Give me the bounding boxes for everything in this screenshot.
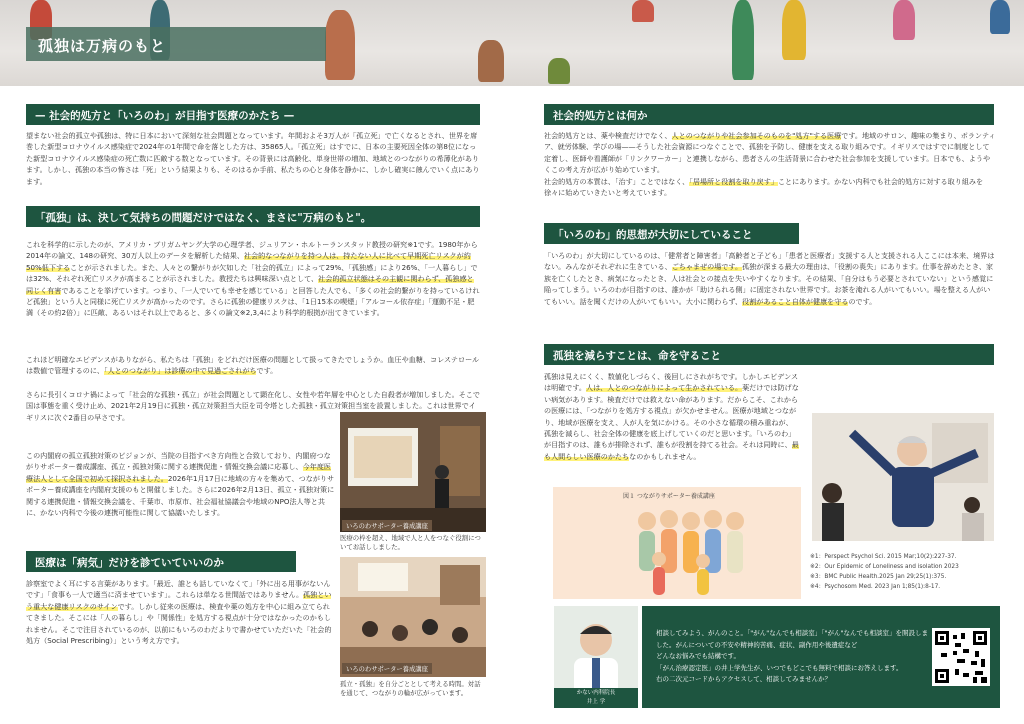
seminar-photo — [340, 412, 486, 532]
figurine — [478, 40, 504, 82]
paragraph: 「いろのわ」が大切にしているのは、「健常者と障害者」「高齢者と子ども」「患者と医療者」支援する人と支援される人ここには本来、境界はない。みんながそれぞれに生きている、ごちゃまぜの場です。孤独が深まる最大の理由は、「役割の喪失」にあります。仕事を辞めたとき、家族を亡くしたとき、病気になったとき、人は社会との接点を失いやすくなります。その結果、「自分はもう必要とされていない」という感覚に陥ってしまう。いろのわが目指すのは、誰かが「助けられる側」に固定されない世界です。お茶を淹れる人がいてもいい。場を整える人がいてもいい。話を聞くだけの人がいてもいい。大小に関わらず、役割があること自体が健康を守るのです。 — [544, 251, 995, 306]
meeting-photo-art — [340, 557, 486, 677]
meeting-photo — [340, 557, 486, 677]
highlight: 「居場所と役割を取り戻す」 — [689, 176, 778, 186]
figurine — [782, 0, 806, 60]
highlight: 孤独という重大な健康リスクのサイン — [26, 590, 332, 611]
seminar-photo-art — [340, 412, 486, 532]
consult-line: 右の二次元コードからアクセスして、相談してみませんか？ — [656, 675, 832, 683]
consult-line: 「がん治療認定医」の井上学先生が、いつでもどこでも無料で相談にお答えします。 — [656, 663, 903, 672]
figurine — [325, 10, 355, 80]
doctor-photo — [554, 606, 638, 708]
supporter-illustration — [553, 487, 801, 599]
doctor-nameplate — [554, 688, 638, 708]
doctor-name: 井上 学 — [586, 699, 606, 705]
hero-banner — [0, 0, 1024, 86]
figurine — [632, 0, 654, 22]
paragraph: さらに長引くコロナ禍によって「社会的な孤独・孤立」が社会問題として顕在化し、女性や若年層を中心とした自殺者が増加しました。そこで国は事態を重く受け止め、2021年2月19日に孤独・孤立対策担当大臣を司令塔とした孤独・孤立対策担当室を設置しました。これは世界でイギリスに次ぐ2番目の早さです。 — [26, 390, 480, 422]
photo-tag: いろのわサポーター養成講座 — [342, 520, 432, 531]
highlight: 人は、人とのつながりによって生かされている。 — [586, 383, 743, 393]
reference-item: ※3：BMC Public Health.2025 Jan 29;25(1):375. — [810, 574, 947, 580]
highlight: 「人とのつながり」は診療の中で見過ごされがち — [104, 366, 257, 376]
qr-code-art — [935, 631, 987, 683]
illustration-title: 図１ つながりサポーター養成講座 — [623, 493, 715, 500]
paragraph: この内閣府の孤立孤独対策のビジョンが、当院の目指すべき方向性と合致しており、内閣府つながりサポーター養成講座、孤立・孤独対策に関する連携促進・情報交換会議に応募し、今年度医療法人として全国で初めて採択されました。2026年1月17日に地域の方々を集めて、つながりサポーター養成講座を内閣府支援のもと開催しました。さらに2026年2月13日、孤立・孤独対策に関する連携促進・情報交換会議を、千葉市、市原市、社会福祉協議会や地域のNPO法人等と共に、かない内科で今後の連携可能性に関して協議いたします。 — [26, 451, 335, 518]
doctor-title: かない内科院長 — [576, 690, 616, 696]
figurine — [732, 0, 754, 80]
paragraph: これほど明確なエビデンスがありながら、私たちは「孤独」をどれだけ医療の問題として扱ってきたでしょうか。血圧や血糖、コレステロールは数値で管理するのに、「人とのつながり」は診療の中で見過ごされがちです。 — [26, 355, 480, 376]
elderly-photo-art — [812, 413, 994, 541]
references — [810, 552, 1000, 592]
section-heading: — 社会的処方と「いろのわ」が目指す医療のかたち — — [26, 104, 480, 125]
section-heading: 社会的処方とは何か — [544, 104, 994, 125]
figurine — [990, 0, 1010, 34]
highlight: 社会的孤立状態はその主観に関わらず、孤独感と同じく有害 — [26, 274, 474, 295]
reference-item: ※2：Our Epidemic of Loneliness and isolation 2023 — [810, 564, 959, 570]
elderly-exercise-photo — [812, 413, 994, 541]
reference-item: ※4：Psychosom Med. 2023 Jan 1;85(1):8-17. — [810, 584, 941, 590]
photo-caption: 孤立・孤独」を自分ごととして考える時間。対話を通じて、つながりの輪が広がっています。 — [340, 680, 481, 697]
consult-line: 相談してみよう、がんのこと。「"がん"なんでも相談室」「"がん"なんでも相談室」を開設しました。がんについての不安や精神的苦痛、症状、副作用や後遺症など — [656, 629, 928, 649]
people-illustration — [553, 487, 801, 599]
figurine — [893, 0, 915, 40]
section-heading: 「いろのわ」的思想が大切にしていること — [544, 223, 799, 244]
highlight: 最も人間らしい医療のかたち — [544, 440, 799, 461]
section-heading: 孤独を減らすことは、命を守ること — [544, 344, 994, 365]
paragraph: 診察室でよく耳にする言葉があります。「最近、誰とも話していなくて」「外に出る用事がないんです」「食事も一人で適当に済ませています」。これらは単なる世間話ではありません。孤独という重大な健康リスクのサインです。しかし従来の医療は、検査や薬の処方を中心に組み立てられてきました。そこには「人の暮らし」や「関係性」を処方する視点が十分ではなかったのかもしれません。そこで注目されているのが、以前にもいろのわだよりで書かせていただいた「社会的処方（Social Prescribing）」という考え方です。 — [26, 579, 332, 646]
paragraph: 社会的処方とは、薬や検査だけでなく、人とのつながりや社会参加そのものを"処方"する医療です。地域のサロン、趣味の集まり、ボランティア、就労体験、学びの場——そうした社会資源につなぐことで、孤独を予防し、健康を支える取り組みです。イギリスではすでに制度として定着し、医師や看護師が「リンクワーカー」と連携しながら、患者さんの生活背景に合わせた社会参加を支援しています。日本でも、ようやくこの考え方が広がり始めています。 社会的処方の本質は、「治す」ことではなく、「居場所と役割を取り戻す」ことにあります。かない内科でも社会的処方に対する取り組みを徐々に始めていきたいと考えています。 — [544, 131, 996, 198]
consult-line: どんなお悩みでも結構です。 — [656, 652, 740, 660]
highlight: 社会的なつながりを持つ人は、持たない人に比べて早期死亡リスクが約50%低下する — [26, 251, 471, 272]
paragraph: これを科学的に示したのが、アメリカ・ブリガムヤング大学の心理学者、ジュリアン・ホルトーランスタッド教授の研究※1です。1980年から2014年の論文、148の研究、30万人以上のデータを解析した結果、社会的なつながりを持つ人は、持たない人に比べて早期死亡リスクが約50%低下することが示されました。また、人々との繋がりが欠如した「社会的孤立」によって29%、「孤独感」により26%、「一人暮らし」では32%、それぞれ死亡リスクが高まることが示されました。教授たちは興味深い点として、社会的孤立状態はその主観に関わらず、孤独感と同じく有害であることを挙げています。つまり、「一人でいても幸せを感じている」と回答した人でも、「多くの社会的繋がりを持っているけれど孤独」という人と同様に死亡リスクが高かったのです。さらに孤独の健康リスクは、「1日15本の喫煙」「アルコール依存症」「運動不足・肥満（その約2倍）」に匹敵、あるいはそれ以上であると、多くの論文※2,3,4により科学的根拠が出てきています。 — [26, 240, 480, 318]
page-title: 孤独は万病のもと — [26, 27, 326, 61]
highlight: 人とのつながりや社会参加そのものを"処方"する医療 — [671, 131, 842, 140]
photo-tag: いろのわサポーター養成講座 — [342, 663, 432, 674]
reference-item: ※1：Perspect Psychol Sci. 2015 Mar;10(2):227-37. — [810, 554, 957, 560]
qr-code[interactable] — [932, 628, 990, 686]
photo-caption: 医療の枠を超え、地域で人と人をつなぐ役割についてお話ししました。 — [340, 534, 481, 551]
paragraph: 望まない社会的孤立や孤独は、特に日本において深刻な社会問題となっています。年間およそ3万人が「孤立死」で亡くなるとされ、世界を席巻した新型コロナウイルス感染症で2024年の1年間で命を落とした方は、35865人。「孤立死」はすでに、日本の主要死因全体の第8位になった新型コロナウイルス感染症の死亡数に匹敵する数となっています。その背景には高齢化、単身世帯の増加、地域とのつながりの希薄化があります。しかし、孤独の本当の怖さは「死」という結果よりも、そのはるか手前、私たちの心と身体を静かに、しかし確実に蝕んでいく点にあります。 — [26, 131, 480, 186]
highlight: ごちゃまぜの場です。 — [671, 262, 743, 272]
paragraph: 孤独は見えにくく、数値化しづらく、後回しにされがちです。しかしエビデンスは明確です。人は、人とのつながりによって生かされている。薬だけでは防げない病気があります。検査だけでは救えない命があります。だからこそ、これからの医療には、「つながりを処方する視点」が欠かせません。医療が地域とつながり、地域が医療を支え、人が人を気にかける。その小さな循環の積み重ねが、孤独を減らし、社会全体の健康を底上げしていくのだと思います。「いろのわ」が目指すのは、誰もが排除されず、誰もが役割を持てる社会。それは同時に、最も人間らしい医療のかたちなのかもしれません。 — [544, 372, 799, 461]
highlight: 役割があること自体が健康を守る — [742, 296, 849, 306]
section-heading: 「孤独」は、決して気持ちの問題だけではなく、まさに"万病のもと"。 — [26, 206, 480, 227]
section-heading: 医療は「病気」だけを診ていていいのか — [26, 551, 296, 572]
figurine — [548, 58, 570, 84]
highlight: 今年度医療法人として全国で初めて採択されました。 — [26, 462, 332, 483]
